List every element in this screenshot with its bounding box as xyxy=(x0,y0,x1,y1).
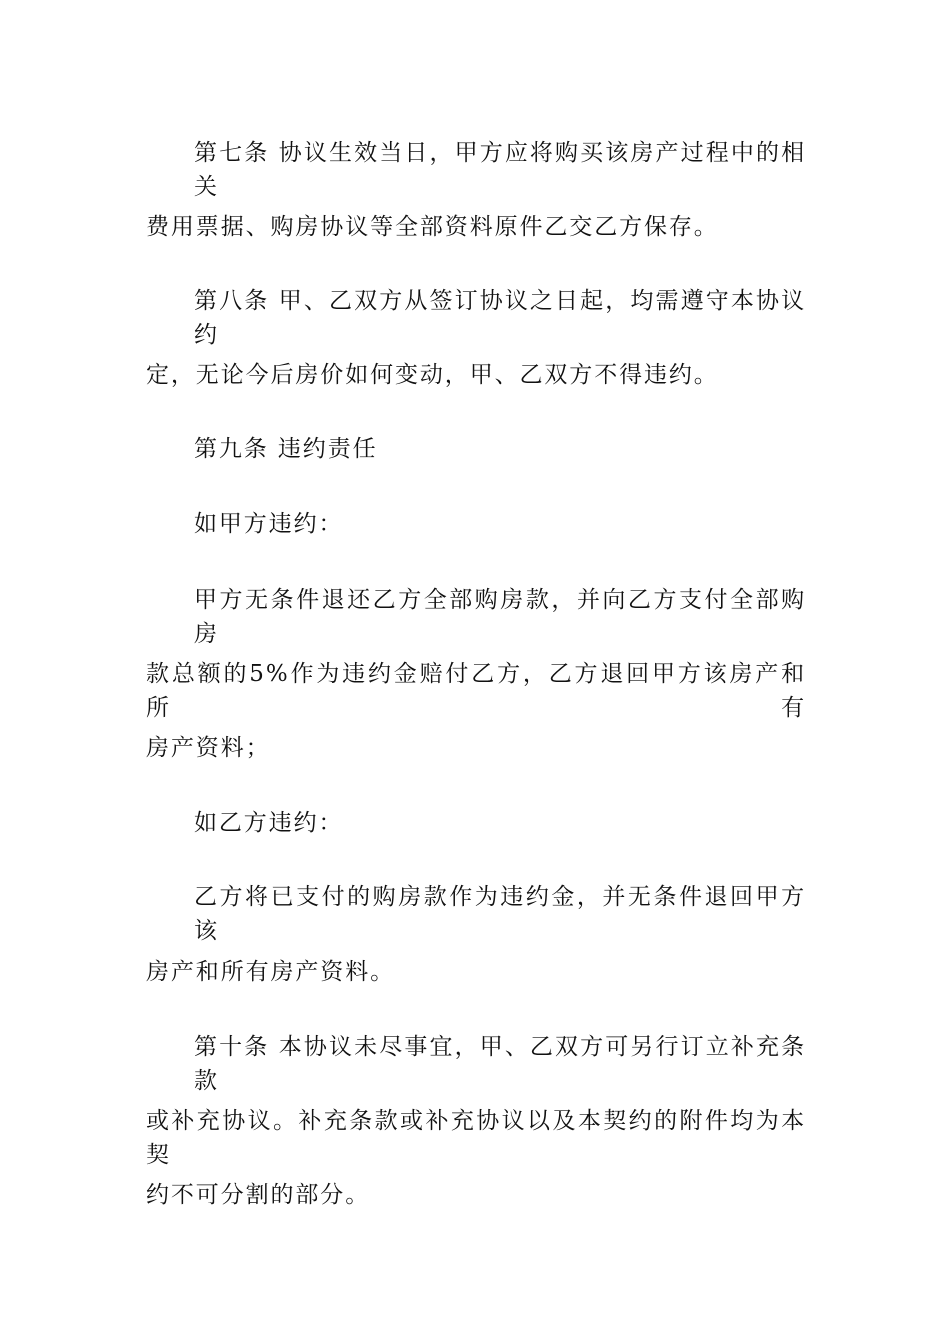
article-9-heading: 第九条 违约责任 xyxy=(194,436,378,462)
article-7-line-2: 费用票据、购房协议等全部资料原件乙交乙方保存。 xyxy=(146,214,719,240)
party-a-breach-heading: 如甲方违约： xyxy=(194,511,344,537)
party-b-breach-line-1: 乙方将已支付的购房款作为违约金，并无条件退回甲方该 xyxy=(194,884,806,944)
article-8-line-2: 定，无论今后房价如何变动，甲、乙双方不得违约。 xyxy=(146,362,719,388)
party-a-breach-line-1: 甲方无条件退还乙方全部购房款，并向乙方支付全部购房 xyxy=(194,587,806,647)
party-a-breach-line-3: 房产资料； xyxy=(146,735,271,761)
party-b-breach-heading: 如乙方违约： xyxy=(194,810,344,836)
article-7-line-1: 第七条 协议生效当日，甲方应将购买该房产过程中的相关 xyxy=(194,140,806,200)
article-8-line-1: 第八条 甲、乙双方从签订协议之日起，均需遵守本协议约 xyxy=(194,288,806,348)
party-b-breach-line-2: 房产和所有房产资料。 xyxy=(146,959,395,985)
party-a-breach-line-2: 款总额的5%作为违约金赔付乙方，乙方退回甲方该房产和所有 xyxy=(146,661,806,721)
article-10-line-3: 约不可分割的部分。 xyxy=(146,1182,371,1208)
article-10-line-2: 或补充协议。补充条款或补充协议以及本契约的附件均为本契 xyxy=(146,1108,806,1168)
article-10-line-1: 第十条 本协议未尽事宜，甲、乙双方可另行订立补充条款 xyxy=(194,1034,806,1094)
